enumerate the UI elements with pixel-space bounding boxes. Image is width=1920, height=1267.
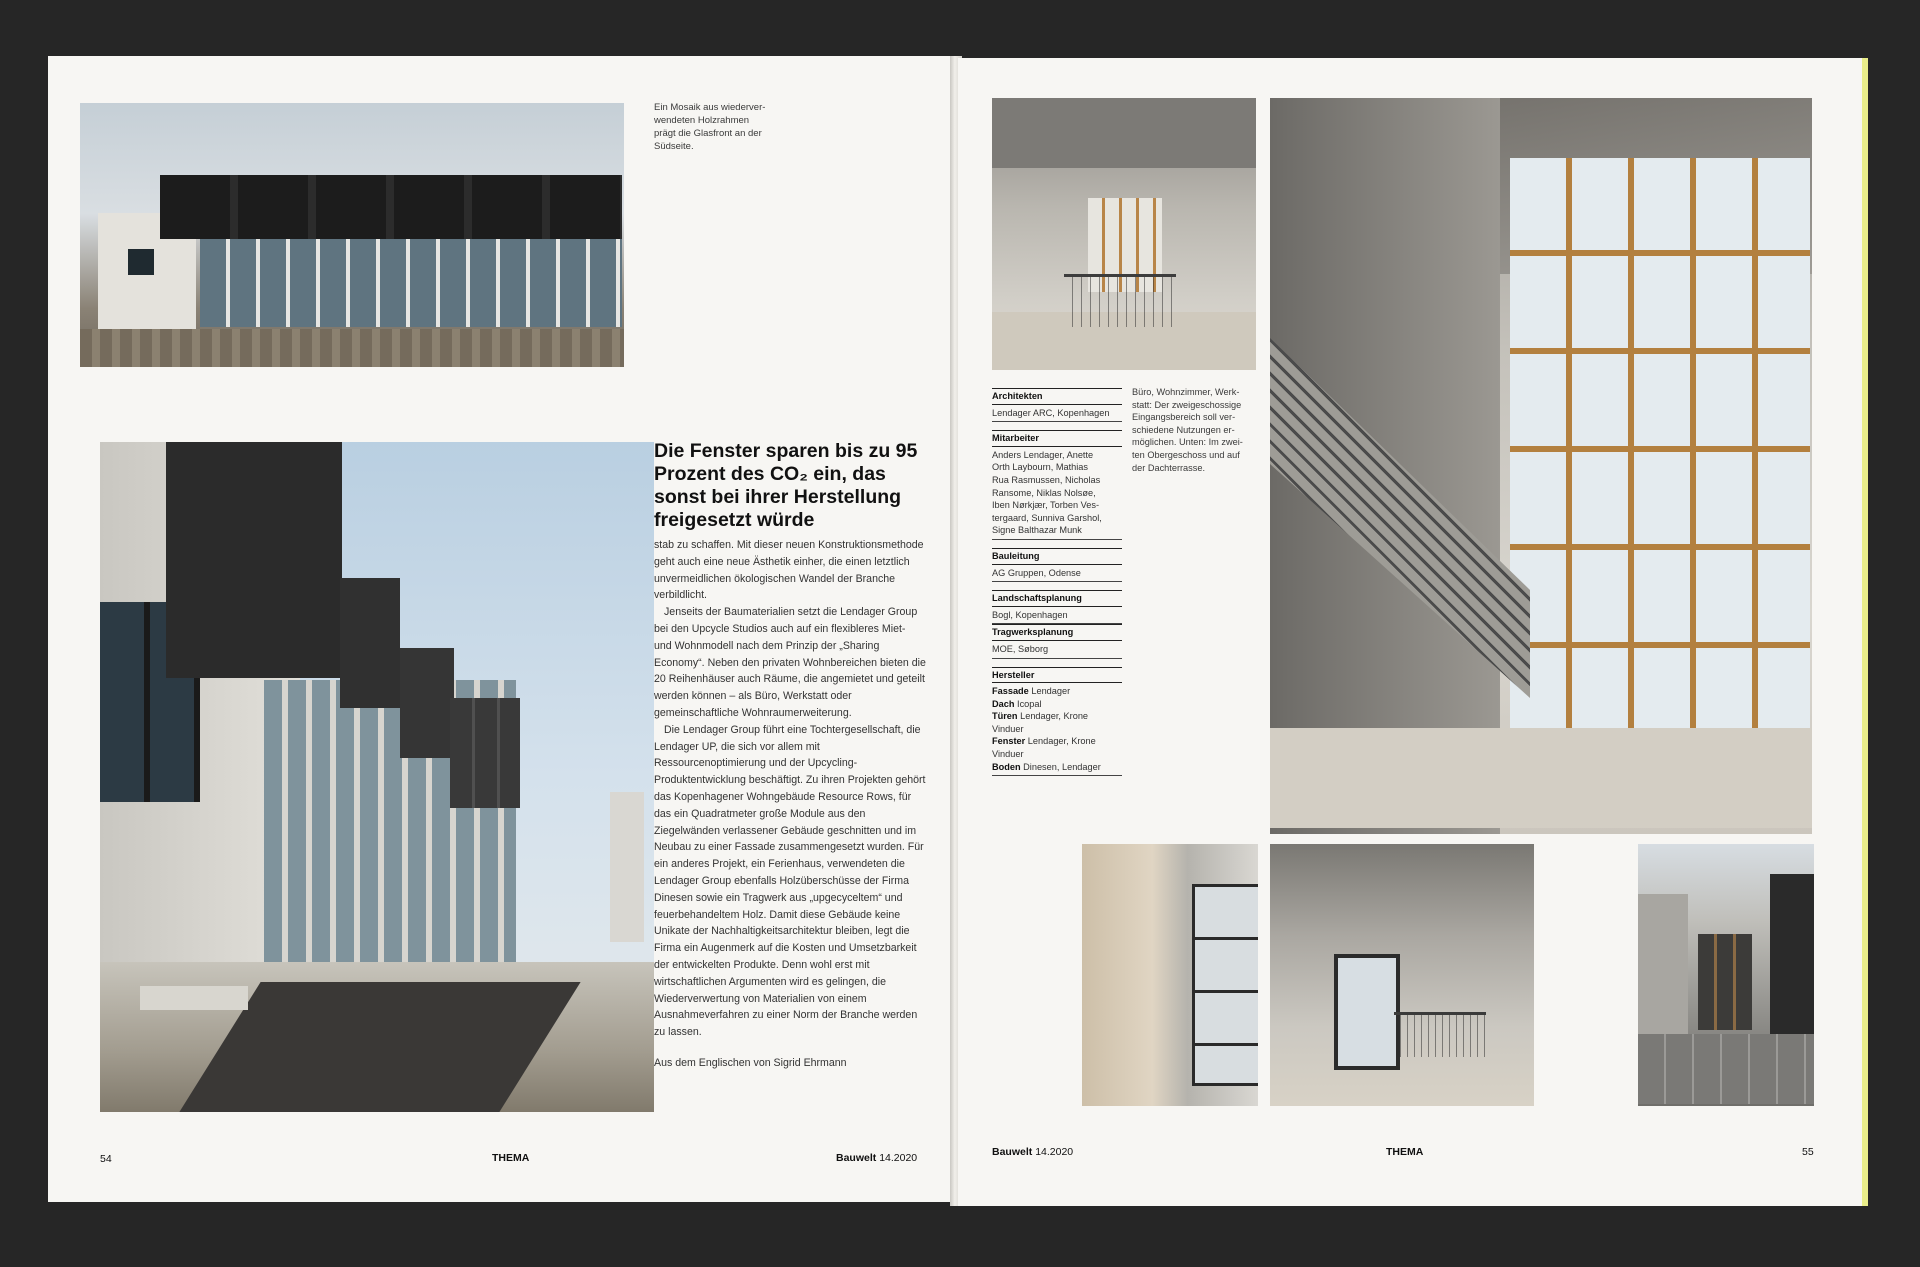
photo-roof-terrace [1638, 844, 1814, 1106]
manufacturer-label: Dach [992, 698, 1015, 709]
credit-title: Hersteller [992, 669, 1122, 684]
caption-line: prägt die Glasfront an der [654, 128, 762, 139]
body-paragraph: stab zu schaffen. Mit dieser neuen Konstruktionsmethode geht auch eine neue Ästhetik einher, die einen letztlich unvermeidlichen ökologischen Wandel der Branche verbildlicht. [654, 539, 924, 602]
article-headline: Die Fenster sparen bis zu 95 Prozent des CO₂ ein, das sonst bei ihrer Herstellung freigesetzt würde [654, 440, 918, 531]
credit-line: Lendager ARC, Kopenhagen [992, 407, 1110, 418]
credit-title: Mitarbeiter [992, 432, 1122, 447]
photo-shape [140, 986, 248, 1010]
credit-title: Bauleitung [992, 550, 1122, 565]
body-paragraph: Die Lendager Group führt eine Tochtergesellschaft, die Lendager UP, die sich vor allem mit Ressourcenoptimierung und der Upcycling-Produktentwicklung beschäftigt. Zu ihren Projekten gehört das Kopenhagener Wohngebäude Resource Rows, für das ein Quadratmeter große Module aus den Ziegelwänden verlassener Gebäude geschnitten und im Neubau zu einer Fassade zusammengesetzt wurden. Für ein anderes Projekt, ein Ferienhaus, verwendeten die Lendager Group ebenfalls Holzüberschüsse der Firma Dinesen sowie ein Tragwerk aus „upgecyceltem“ und feuerbehandeltem Holz. Damit diese Gebäude keine Unikate der Nachhaltigkeitsarchitektur bleiben, legt die Firma ein Augenmerk auf die Kosten und Umsetzbarkeit der entwickelten Produkte. Denn wohl erst mit wirtschaftlichen Argumenten wird es gelingen, die Wiederverwertung von Materialien von einem Ausnahmeverfahren zu einer Norm der Branche werden zu lassen. [654, 723, 926, 1039]
manufacturer-line [992, 685, 1122, 698]
page-number: 55 [1802, 1146, 1814, 1158]
photo-shape [1192, 884, 1258, 1086]
credit-line: tergaard, Sunniva Garshol, [992, 512, 1102, 523]
manufacturer-line [992, 710, 1122, 735]
photo-shape [400, 648, 454, 758]
caption-line: schiedene Nutzungen er- [1132, 424, 1235, 435]
photo-shape [610, 792, 644, 942]
left-page [48, 56, 954, 1202]
manufacturer-label: Fassade [992, 686, 1029, 697]
photo-interior-double-height [1270, 98, 1812, 834]
manufacturer-label: Fenster [992, 736, 1026, 747]
magazine-name: Bauwelt [836, 1152, 877, 1164]
photo-caption-right [1132, 386, 1258, 474]
photo-interior-wood-wall [1082, 844, 1258, 1106]
caption-line: Südseite. [654, 141, 694, 152]
photo-building-facade [80, 103, 624, 367]
credit-body [992, 567, 1122, 583]
credit-body [992, 609, 1122, 625]
credit-line: AG Gruppen, Odense [992, 567, 1081, 578]
photo-shape [1638, 1034, 1814, 1104]
photo-shape [1510, 158, 1810, 754]
manufacturer-value: Lendager, Krone Vinduer [992, 711, 1089, 734]
photo-interior-stairwell [992, 98, 1256, 370]
credit-title: Tragwerksplanung [992, 626, 1122, 641]
photo-caption-top [654, 101, 784, 153]
section-name: THEMA [1386, 1146, 1424, 1158]
photo-shape [1270, 728, 1812, 828]
photo-street-view [100, 442, 654, 1112]
photo-shape [1394, 1012, 1486, 1057]
section-label [1386, 1146, 1423, 1158]
section-name: THEMA [492, 1152, 530, 1164]
section-label [492, 1152, 529, 1164]
photo-shape [340, 578, 400, 708]
magazine-name: Bauwelt [992, 1146, 1033, 1158]
caption-line: Eingangsbereich soll ver- [1132, 412, 1236, 423]
photo-shape [1698, 934, 1752, 1030]
photo-shape [128, 249, 154, 275]
issue-number: 14.2020 [879, 1152, 918, 1164]
credit-line: Bogl, Kopenhagen [992, 609, 1068, 620]
credit-body [992, 685, 1122, 776]
manufacturer-value: Lendager [1031, 686, 1071, 697]
caption-line: wendeten Holzrahmen [654, 115, 750, 126]
caption-line: Büro, Wohnzimmer, Werk- [1132, 387, 1240, 397]
credit-group [992, 590, 1122, 624]
credit-line: Signe Balthazar Munk [992, 525, 1082, 536]
issue-number: 14.2020 [1035, 1146, 1074, 1158]
photo-shape [200, 239, 622, 327]
credit-body [992, 449, 1122, 540]
project-credits [992, 388, 1122, 784]
credit-line: Ransome, Niklas Nolsøe, [992, 487, 1096, 498]
manufacturers-group [992, 667, 1122, 777]
caption-line: Ein Mosaik aus wiederver- [654, 102, 766, 113]
photo-interior-upper-floor [1270, 844, 1534, 1106]
credit-line: Anders Lendager, Anette [992, 449, 1094, 460]
credit-body [992, 407, 1122, 423]
article-body [654, 537, 926, 1072]
credit-line: Rua Rasmussen, Nicholas [992, 474, 1101, 485]
manufacturer-value: Dinesen, Lendager [1023, 761, 1101, 772]
manufacturer-label: Boden [992, 761, 1021, 772]
page-number: 54 [100, 1153, 112, 1165]
manufacturer-line [992, 735, 1122, 760]
body-paragraph: Jenseits der Baumaterialien setzt die Lendager Group bei den Upcycle Studios auch auf ein flexibleres Miet- und Wohnmodell nach dem Prinzip der „Sharing Economy“. Neben den privaten Wohnbereichen bieten die 20 Reihenhäuser auch Räume, die angemietet und geteilt werden können – als Büro, Werkstatt oder gemeinschaftliche Wohnraumerweiterung. [654, 606, 926, 719]
credit-line: Iben Nørkjær, Torben Ves- [992, 500, 1100, 511]
credit-body [992, 643, 1122, 659]
right-page [958, 58, 1868, 1206]
photo-shape [166, 442, 342, 678]
magazine-issue [992, 1146, 1073, 1158]
manufacturer-line [992, 698, 1122, 711]
magazine-issue [836, 1152, 917, 1164]
credit-group [992, 548, 1122, 582]
credit-title: Landschaftsplanung [992, 592, 1122, 607]
credit-group [992, 388, 1122, 422]
caption-line: möglichen. Unten: Im zwei- [1132, 437, 1243, 448]
photo-shape [160, 175, 622, 239]
credit-line: Orth Laybourn, Mathias [992, 462, 1089, 473]
credit-title: Architekten [992, 390, 1122, 405]
photo-shape [450, 698, 520, 808]
translator-credit: Aus dem Englischen von Sigrid Ehrmann [654, 1056, 847, 1069]
manufacturer-label: Türen [992, 711, 1018, 722]
caption-line: ten Obergeschoss und auf [1132, 449, 1240, 460]
photo-shape [1064, 274, 1176, 327]
manufacturer-value: Lendager, Krone Vinduer [992, 736, 1096, 760]
manufacturer-line [992, 761, 1122, 774]
caption-line: statt: Der zweigeschossige [1132, 399, 1242, 410]
credit-group [992, 624, 1122, 658]
credit-line: MOE, Søborg [992, 643, 1049, 654]
photo-shape [992, 98, 1256, 168]
caption-line: der Dachterrasse. [1132, 462, 1206, 473]
credit-group [992, 430, 1122, 540]
manufacturer-value: Icopal [1017, 698, 1042, 709]
photo-shape [1334, 954, 1400, 1070]
photo-shape [80, 329, 624, 367]
